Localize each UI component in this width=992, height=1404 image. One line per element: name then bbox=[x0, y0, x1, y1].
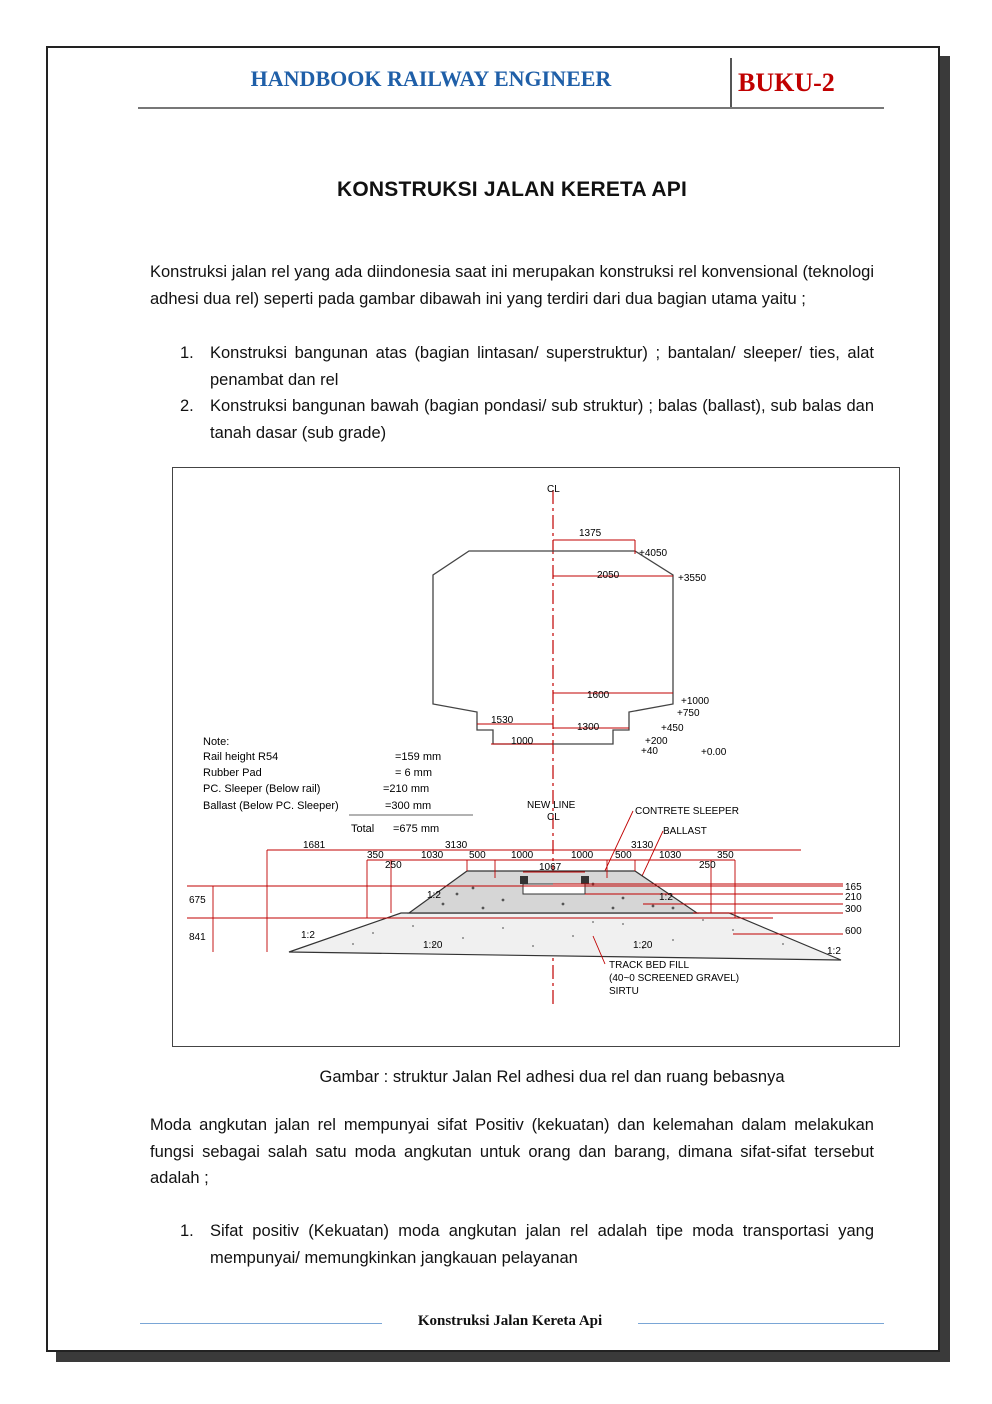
left-rail bbox=[520, 876, 528, 884]
slope-label: 1:2 bbox=[659, 892, 673, 903]
list-number: 2. bbox=[180, 397, 194, 415]
slope-label: 1:20 bbox=[423, 940, 443, 951]
dim-label: 500 bbox=[469, 850, 486, 861]
gauge-dim: 1375 bbox=[579, 528, 602, 539]
dim-label: 675 bbox=[189, 895, 206, 906]
slope-label: 1:2 bbox=[427, 890, 441, 901]
track-structure-figure bbox=[172, 467, 900, 1047]
dim-label: 1067 bbox=[539, 862, 562, 873]
list-text: Sifat positiv (Kekuatan) moda angkutan jalan rel adalah tipe moda transportasi yang mempunyai/ memungkinkan jangkauan pelayanan bbox=[210, 1222, 874, 1267]
list-number: 1. bbox=[180, 1222, 194, 1240]
note-value: =300 mm bbox=[385, 800, 432, 812]
gauge-dim: 1000 bbox=[511, 736, 534, 747]
dim-label: 250 bbox=[385, 860, 402, 871]
note-label: Ballast (Below PC. Sleeper) bbox=[203, 800, 339, 812]
dim-label: 1000 bbox=[571, 850, 594, 861]
note-title: Note: bbox=[203, 736, 230, 748]
note-total-value: =675 mm bbox=[393, 823, 440, 835]
dim-label: 350 bbox=[717, 850, 734, 861]
intro-paragraph: Konstruksi jalan rel yang ada diindonesia saat ini merupakan konstruksi rel konvensional (teknologi adhesi dua rel) seperti pada gambar dibawah ini yang terdiri dari dua bagian utama yaitu ; bbox=[150, 263, 874, 308]
list-number: 1. bbox=[180, 344, 194, 362]
list-item bbox=[150, 1218, 874, 1271]
gauge-dimension-lines bbox=[477, 540, 673, 744]
dim-label: 1030 bbox=[421, 850, 444, 861]
second-paragraph: Moda angkutan jalan rel mempunyai sifat Positiv (kekuatan) dan kelemahan dalam melakukan fungsi sebagai salah satu moda angkutan untuk orang dan barang, dimana sifat-sifat tersebut adalah ; bbox=[150, 1116, 874, 1187]
dim-label: 1030 bbox=[659, 850, 682, 861]
dim-label: 500 bbox=[615, 850, 632, 861]
gauge-dim: +1000 bbox=[681, 696, 710, 707]
right-rail bbox=[581, 876, 589, 884]
concrete-sleeper-label: CONTRETE SLEEPER bbox=[635, 806, 739, 817]
list-text: Konstruksi bangunan atas (bagian lintasan/ superstruktur) ; bantalan/ sleeper/ ties, alat penambat dan rel bbox=[210, 344, 874, 389]
new-line-label: NEW LINE bbox=[527, 800, 576, 811]
header-rule bbox=[138, 107, 884, 109]
traits-list bbox=[150, 1218, 874, 1271]
dim-label: 3130 bbox=[445, 840, 468, 851]
dim-label: 350 bbox=[367, 850, 384, 861]
gauge-dim: 2050 bbox=[597, 570, 620, 581]
gauge-dim: 1530 bbox=[491, 715, 514, 726]
dim-label: 1681 bbox=[303, 840, 326, 851]
note-label: Rubber Pad bbox=[203, 767, 262, 779]
page-title: KONSTRUKSI JALAN KERETA API bbox=[337, 178, 687, 201]
gauge-dim: +40 bbox=[641, 746, 658, 757]
dim-label: 841 bbox=[189, 932, 206, 943]
list-item bbox=[150, 393, 874, 446]
header-separator bbox=[730, 58, 732, 108]
gauge-dim: +4050 bbox=[639, 548, 668, 559]
note-total-label: Total bbox=[351, 823, 375, 835]
track-bed-fill bbox=[289, 913, 841, 960]
concrete-sleeper bbox=[523, 884, 585, 894]
footer-title: Konstruksi Jalan Kereta Api bbox=[417, 1313, 603, 1329]
dim-label: 210 bbox=[845, 892, 862, 903]
ballast-label: BALLAST bbox=[663, 826, 707, 837]
track-bed-label: SIRTU bbox=[609, 986, 639, 997]
dim-label: 300 bbox=[845, 904, 862, 915]
note-label: Rail height R54 bbox=[203, 751, 279, 763]
gauge-dim: +0.00 bbox=[701, 747, 727, 758]
dim-label: 250 bbox=[699, 860, 716, 871]
footer-rule-left bbox=[140, 1323, 382, 1324]
slope-label: 1:20 bbox=[633, 940, 653, 951]
note-label: PC. Sleeper (Below rail) bbox=[203, 783, 321, 795]
dim-label: 165 bbox=[845, 882, 862, 893]
gauge-dim: +750 bbox=[677, 708, 700, 719]
gauge-dim: +200 bbox=[645, 736, 668, 747]
parts-list bbox=[150, 340, 874, 446]
note-value: =210 mm bbox=[383, 783, 430, 795]
dim-label: 3130 bbox=[631, 840, 654, 851]
list-text: Konstruksi bangunan bawah (bagian pondasi/ sub struktur) ; balas (ballast), sub balas dan tanah dasar (sub grade) bbox=[210, 397, 874, 442]
track-bed-label: TRACK BED FILL bbox=[609, 960, 690, 971]
footer-rule-right bbox=[638, 1323, 884, 1324]
header bbox=[138, 58, 884, 110]
list-item bbox=[150, 340, 874, 393]
slope-label: 1:2 bbox=[301, 930, 315, 941]
gauge-dim: +450 bbox=[661, 723, 684, 734]
gauge-dim: 1300 bbox=[577, 722, 600, 733]
figure-caption: Gambar : struktur Jalan Rel adhesi dua rel dan ruang bebasnya bbox=[319, 1068, 785, 1086]
centerline-label: CL bbox=[547, 484, 560, 495]
gauge-dim: +3550 bbox=[678, 573, 707, 584]
note-block bbox=[203, 736, 473, 835]
note-value: =159 mm bbox=[395, 751, 442, 763]
slope-label: 1:2 bbox=[827, 946, 841, 957]
header-badge: BUKU-2 bbox=[738, 68, 835, 97]
dim-label: 1000 bbox=[511, 850, 534, 861]
dim-label: 600 bbox=[845, 926, 862, 937]
track-structure-drawing bbox=[173, 468, 901, 1048]
note-value: = 6 mm bbox=[395, 767, 432, 779]
centerline-label-lower: CL bbox=[547, 812, 560, 823]
track-bed-label: (40~0 SCREENED GRAVEL) bbox=[609, 973, 740, 984]
gauge-dim: 1600 bbox=[587, 690, 610, 701]
header-title: HANDBOOK RAILWAY ENGINEER bbox=[250, 66, 612, 91]
